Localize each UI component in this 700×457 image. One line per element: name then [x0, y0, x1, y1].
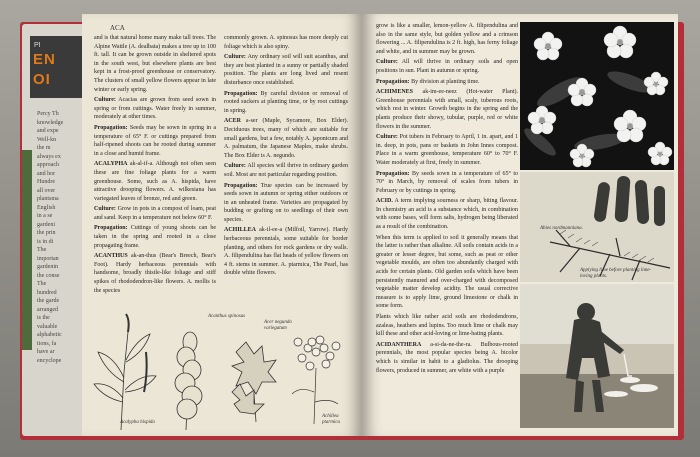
- jacket-line: gardeni: [37, 221, 55, 228]
- caption-applying-lime: Applying lime before planting lime-loving plants.: [580, 268, 652, 279]
- entry-head: ACANTHUS: [94, 253, 128, 260]
- entry-paragraph: [224, 53, 348, 87]
- jacket-title-line-1: EN: [33, 51, 56, 68]
- entry-paragraph: [376, 22, 518, 56]
- entry-head: Propagation:: [376, 170, 410, 177]
- jacket-line: Percy Th: [37, 111, 59, 117]
- entry-paragraph: [224, 117, 348, 160]
- entry-text: Grow in pots in a compost of loam, peat and sand. Keep in a temperature not below 60° F.: [94, 206, 216, 221]
- entry-paragraph: [376, 313, 518, 339]
- jacket-line: Hundre: [37, 179, 55, 185]
- entry-text: Seeds may be sown in spring in a temperature of 65° F. or cuttings prepared from half-ripened shoots can be rooted during summer in a close and humid frame.: [94, 124, 216, 157]
- jacket-line: always ex: [37, 153, 61, 160]
- entry-text: By division at planting time.: [411, 78, 480, 85]
- entry-paragraph: [376, 170, 518, 196]
- jacket-line: encyclope: [37, 357, 62, 364]
- entry-paragraph: [376, 197, 518, 231]
- entry-head: ACHILLEA: [224, 227, 257, 234]
- jacket-series-label: PI: [34, 42, 41, 49]
- entry-text: By seeds sown in a temperature of 65° to 70° in March, by removal of scales from tubers in February or by cuttings in spring.: [376, 170, 518, 194]
- entry-paragraph: [376, 58, 518, 75]
- entry-text: Plants which like rather acid soils are rhododendrons, azaleas, heathers and lupins. Too much lime or chalk may kill these and other acid-loving or lime-hating plants.: [376, 314, 518, 338]
- entry-text: Acacias are grown from seed sown in spring or from cuttings. Water freely in summer, moderately at other times.: [94, 97, 216, 121]
- jacket-line: the prin: [37, 230, 56, 236]
- running-head: ACA: [110, 24, 125, 32]
- caption-abies: Abies nordmanniana.: [540, 226, 583, 231]
- jacket-line: approach: [37, 162, 59, 168]
- achimenes-flowers-image: [520, 22, 674, 170]
- entry-text: commonly grown. A. spinosus has more deeply cut foliage which is also spiny.: [224, 35, 348, 50]
- entry-head: ACID.: [376, 198, 393, 205]
- entry-text: All will thrive in ordinary soils and open positions in sun. Plant in autumn or spring.: [376, 59, 518, 74]
- botanical-illustrations: [86, 312, 356, 432]
- entry-head: Culture:: [94, 97, 116, 104]
- entry-paragraph: [224, 182, 348, 225]
- entry-text: By careful division or removal of rooted suckers at planting time, or by root cuttings in spring.: [224, 90, 348, 114]
- jacket-line: have ar: [37, 349, 55, 355]
- entry-text: ak-il-ee-a (Milfoil, Yarrow). Hardy herbaceous perennials, some suitable for border planting, and others for rock gardens or dry walls. A. filipendulina has flat heads of yellow flowers on 4 ft. stems in summer. A. ptarmica, The Pearl, has double white flowers.: [224, 227, 348, 277]
- jacket-line: arranged: [37, 306, 58, 313]
- jacket-line: all over: [37, 187, 56, 194]
- entry-head: Culture:: [224, 163, 246, 170]
- entry-head: Propagation:: [224, 90, 258, 97]
- left-page-column-1: [94, 34, 216, 324]
- achimenes-photo: [520, 22, 674, 170]
- entry-paragraph: [376, 341, 518, 375]
- jacket-line: the garde: [37, 298, 60, 304]
- entry-text: True species can be increased by seeds sown in autumn or spring either outdoors or in an unheated frame. Varieties are propagated by budding or grafting on to seedlings of their own species.: [224, 182, 348, 223]
- entry-head: Culture:: [376, 59, 398, 66]
- entry-text: and is that natural home many make tall trees. The Alpine Wattle (A. dealbata) makes a tree up to 100 ft. tall. It can be grown outside in sheltered spots in the south west, but elsewhere plants are best kept in a frost-proof greenhouse or conservatory. The clusters of small yellow flowers appear in late winter or early spring.: [94, 35, 216, 93]
- entry-paragraph: [376, 234, 518, 311]
- entry-paragraph: [94, 34, 216, 94]
- jacket-line: The: [37, 247, 47, 253]
- applying-lime-photo: [520, 284, 674, 428]
- jacket-line: gardenin: [37, 264, 58, 270]
- jacket-line: importan: [37, 255, 59, 262]
- entry-paragraph: [94, 252, 216, 295]
- entry-text: a-si-da-ne-the-ra. Bulbous-rooted perennials, the most popular species being A. bicolor which is similar in habit to a gladiolus. The drooping flowers, produced in summer, are white with a purple: [376, 341, 518, 374]
- jacket-line: valuable: [37, 323, 58, 330]
- entry-head: ACALYPHA: [94, 161, 128, 168]
- jacket-line: alphabetic: [37, 332, 62, 338]
- entry-paragraph: [94, 96, 216, 122]
- jacket-line: is in di: [37, 238, 54, 245]
- left-page-column-2: [224, 34, 348, 324]
- jacket-line: plantsma: [37, 196, 59, 202]
- entry-head: Propagation:: [94, 124, 128, 131]
- entry-paragraph: [224, 34, 348, 51]
- entry-paragraph: [94, 205, 216, 222]
- jacket-line: tions, fa: [37, 340, 57, 347]
- entry-paragraph: [376, 133, 518, 167]
- entry-text: grow is like a smaller, lemon-yellow A. filipendulina and also in the same style, but golden yellow and a crimson flowering ... A. filipendulina is 2 ft. high, has ferny foliage and white, and in summer may be grown.: [376, 23, 518, 55]
- entry-head: ACIDANTHERA: [376, 341, 422, 348]
- jacket-line: in a se: [37, 213, 53, 219]
- entry-text: ak-an-thus (Bear's Breech, Bear's Foot). Hardy herbaceous perennials with handsome, broadly thistle-like foliage and stiff spikes of rhododendron-like flowers. A. mollis is the species: [94, 253, 216, 294]
- entry-text: When this term is applied to soil it generally means that the latter is rather than alkaline. All soils contain acids in a greater or lesser degree, but some, such as peat or other vegetable moulds, are often too abundantly charged with acids for certain plants. Old garden soils which have been persistently manured and over-charged with decomposed vegetable matter develop acidity. The usual corrective measure is to apply lime, ground limestone or chalk in some form.: [376, 234, 518, 310]
- entry-head: Culture:: [376, 134, 398, 141]
- entry-paragraph: [224, 90, 348, 116]
- entry-head: Propagation:: [224, 182, 258, 189]
- entry-paragraph: [94, 124, 216, 158]
- entry-paragraph: [94, 160, 216, 203]
- left-book-page: [82, 14, 362, 436]
- entry-text: A term implying sourness or sharp, biting flavour. In chemistry an acid is a substance which, in combination with some bases, will form salts, hydrogen being liberated as a result of the combination.: [376, 198, 518, 231]
- achillea-drawing: [292, 336, 340, 424]
- jacket-line: the conse: [37, 272, 60, 279]
- entry-text: Cuttings of young shoots can be taken in the spring and rooted in a close propagating frame.: [94, 225, 216, 249]
- entry-paragraph: [376, 88, 518, 131]
- entry-head: Propagation:: [94, 225, 128, 232]
- entry-text: Any ordinary soil will suit acanthus, and they are best planted in a sunny or partially shaded position. The plants are long lived and resent disturbance once established.: [224, 54, 348, 86]
- acanthus-drawing: [175, 332, 202, 430]
- gardener-applying-lime-image: [520, 284, 674, 428]
- jacket-title-line-2: OI: [33, 71, 51, 88]
- entry-paragraph: [224, 226, 348, 278]
- jacket-line: and expe: [37, 128, 59, 134]
- jacket-spine-strip: [22, 150, 32, 350]
- caption-acer: Acer negundo variegatum: [264, 320, 292, 331]
- entry-text: Pot tubers in February to April, 1 in. apart, and 1 in. deep, in pots, pans or baskets in John Innes compost. Place in a warm greenhouse, temperature 60° to 70° F. Water moderately at first, freely in summer.: [376, 134, 518, 166]
- entry-paragraph: [94, 224, 216, 250]
- jacket-line: the m: [37, 145, 51, 151]
- caption-achillea: Achillea ptarmica: [322, 414, 341, 425]
- entry-head: ACER: [224, 118, 242, 125]
- right-page-column-1: [376, 22, 518, 430]
- jacket-line: English: [37, 204, 56, 211]
- caption-acanthus: Acanthus spinosus: [208, 314, 246, 319]
- entry-head: Culture:: [224, 54, 246, 61]
- acer-leaf-drawing: [232, 342, 276, 422]
- entry-paragraph: [376, 78, 518, 87]
- entry-text: ak-al-if-a. Although not often seen these are fine foliage plants for a warm greenhouse. Some, such as A. hispida, have attractive drooping flowers. A. wilkesiana has variegated leaves of bronze, red and green.: [94, 161, 216, 202]
- entry-text: a-ser (Maple, Sycamore, Box Elder). Deciduous trees, many of which are suitable for small gardens, but a few, notably A. japonicum and A. palmatum, the Japanese Maples, make shrubs. The Box Elder is A. negundo.: [224, 118, 348, 159]
- entry-head: Culture:: [94, 206, 116, 213]
- entry-head: Propagation:: [376, 78, 410, 85]
- jacket-line: The: [37, 281, 47, 287]
- acalypha-drawing: [94, 314, 156, 430]
- jacket-blurb: [37, 110, 83, 430]
- caption-acalypha: Acalypha hispida: [120, 420, 155, 425]
- entry-text: All species will thrive in ordinary garden soil. Most are not particular regarding position.: [224, 163, 348, 178]
- jacket-title: [33, 50, 83, 90]
- jacket-line: and hor: [37, 170, 56, 177]
- jacket-line: is the: [37, 315, 50, 321]
- jacket-line: Well-kn: [37, 136, 57, 143]
- entry-text: ak-im-ee-neez (Hot-water Plant). Greenhouse perennials with small, scaly, tuberous roots, which rest in winter. Growth begins in the spring and the plants produce their showy, tubular, purple, red or white flowers in the summer.: [376, 89, 518, 130]
- jacket-line: knowledge: [37, 119, 64, 126]
- jacket-line: hundred: [37, 289, 57, 296]
- entry-head: ACHIMENES: [376, 89, 414, 96]
- entry-paragraph: [224, 162, 348, 179]
